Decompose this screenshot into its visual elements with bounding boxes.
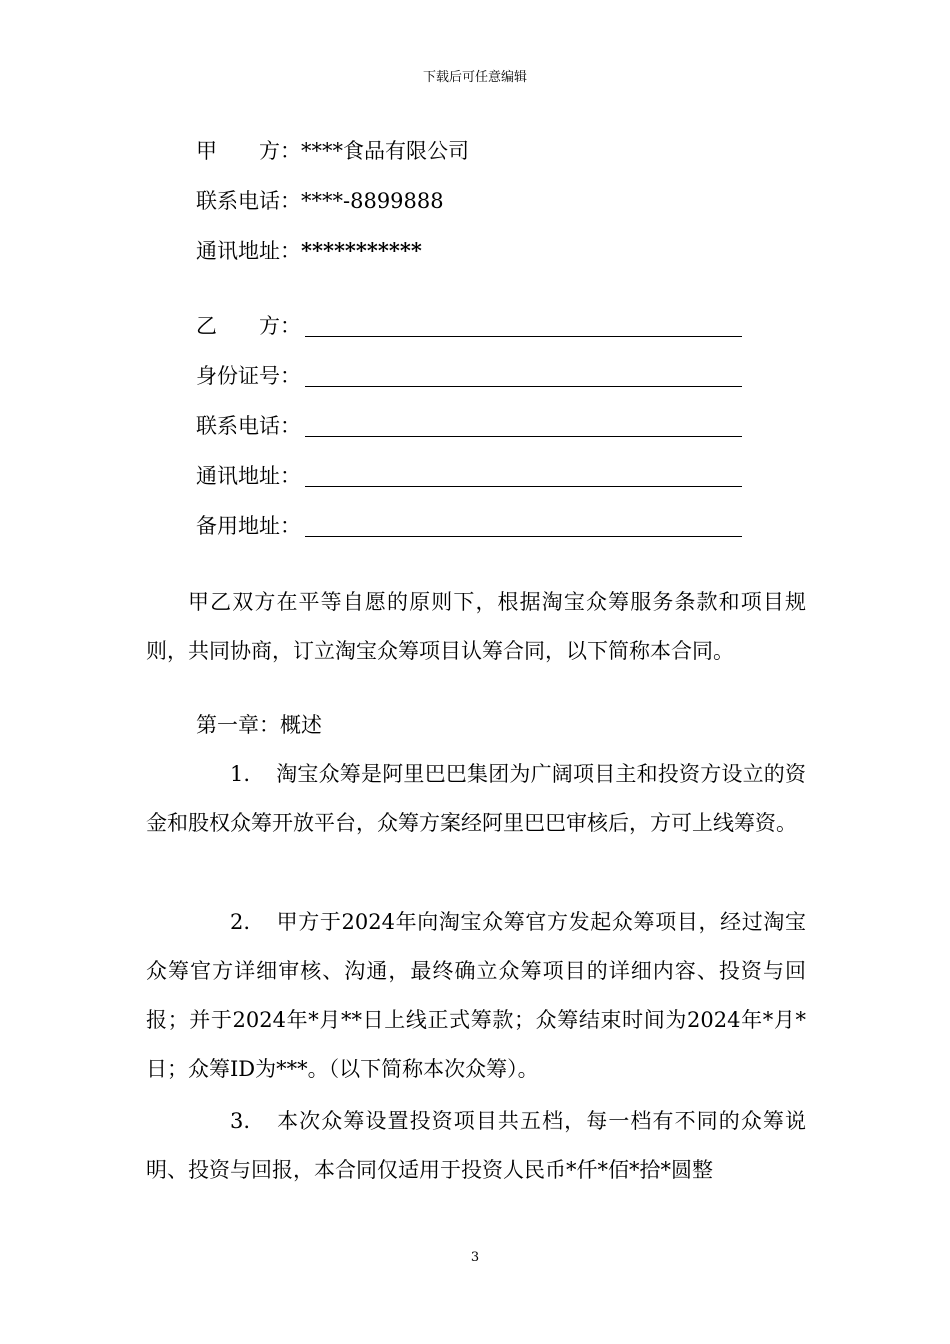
- chapter-item-number: 3.: [230, 1109, 251, 1133]
- chapter-title: 第一章：概述: [196, 713, 322, 737]
- party-b-address-label: 通讯地址：: [196, 464, 301, 488]
- party-a-name-value: ****食品有限公司: [301, 139, 469, 163]
- party-a-address-label: 通讯地址：: [196, 239, 301, 263]
- intro-paragraph: 甲乙双方在平等自愿的原则下，根据淘宝众筹服务条款和项目规则，共同协商，订立淘宝众筹项目认筹合同，以下简称本合同。: [146, 590, 806, 663]
- chapter-item-text: 甲方于2024年向淘宝众筹官方发起众筹项目，经过淘宝众筹官方详细审核、沟通，最终确立众筹项目的详细内容、投资与回报；并于2024年*月**日上线正式筹款；众筹结束时间为2024年*月*日；众筹ID为***。（以下简称本次众筹）。: [146, 910, 806, 1081]
- party-b-alt-address-label: 备用地址：: [196, 514, 301, 538]
- chapter-item-1: [146, 750, 806, 848]
- header-note: 下载后可任意编辑: [422, 70, 527, 85]
- chapter-item-2: [146, 898, 806, 1094]
- party-b-address-row: [196, 462, 301, 490]
- page-number: 3: [470, 1250, 480, 1265]
- chapter-item-text: 淘宝众筹是阿里巴巴集团为广阔项目主和投资方设立的资金和股权众筹开放平台，众筹方案经阿里巴巴审核后，方可上线筹资。: [146, 762, 806, 835]
- chapter-item-3: [146, 1097, 806, 1195]
- party-b-id-row: [196, 362, 301, 390]
- party-b-phone-row: [196, 412, 301, 440]
- chapter-item-number: 1.: [230, 762, 251, 786]
- chapter-item-text: 本次众筹设置投资项目共五档，每一档有不同的众筹说明、投资与回报，本合同仅适用于投资人民币*仟*佰*拾*圆整: [146, 1109, 806, 1182]
- party-a-name-row: [196, 137, 469, 165]
- party-b-name-blank[interactable]: [305, 336, 742, 337]
- party-b-id-blank[interactable]: [305, 386, 742, 387]
- party-b-address-blank[interactable]: [305, 486, 742, 487]
- party-a-address-row: [196, 237, 422, 265]
- party-b-phone-blank[interactable]: [305, 436, 742, 437]
- chapter-item-number: 2.: [230, 910, 251, 934]
- party-a-name-label: 甲 方：: [196, 139, 301, 163]
- party-a-address-value: ***********: [301, 238, 422, 263]
- party-a-phone-row: [196, 187, 444, 215]
- party-b-phone-label: 联系电话：: [196, 414, 301, 438]
- party-a-phone-label: 联系电话：: [196, 189, 301, 213]
- party-b-alt-address-blank[interactable]: [305, 536, 742, 537]
- party-a-phone-value: ****-8899888: [301, 189, 444, 213]
- party-b-name-label: 乙 方：: [196, 314, 301, 338]
- party-b-id-label: 身份证号：: [196, 364, 301, 388]
- party-b-alt-address-row: [196, 512, 301, 540]
- party-b-name-row: [196, 312, 301, 340]
